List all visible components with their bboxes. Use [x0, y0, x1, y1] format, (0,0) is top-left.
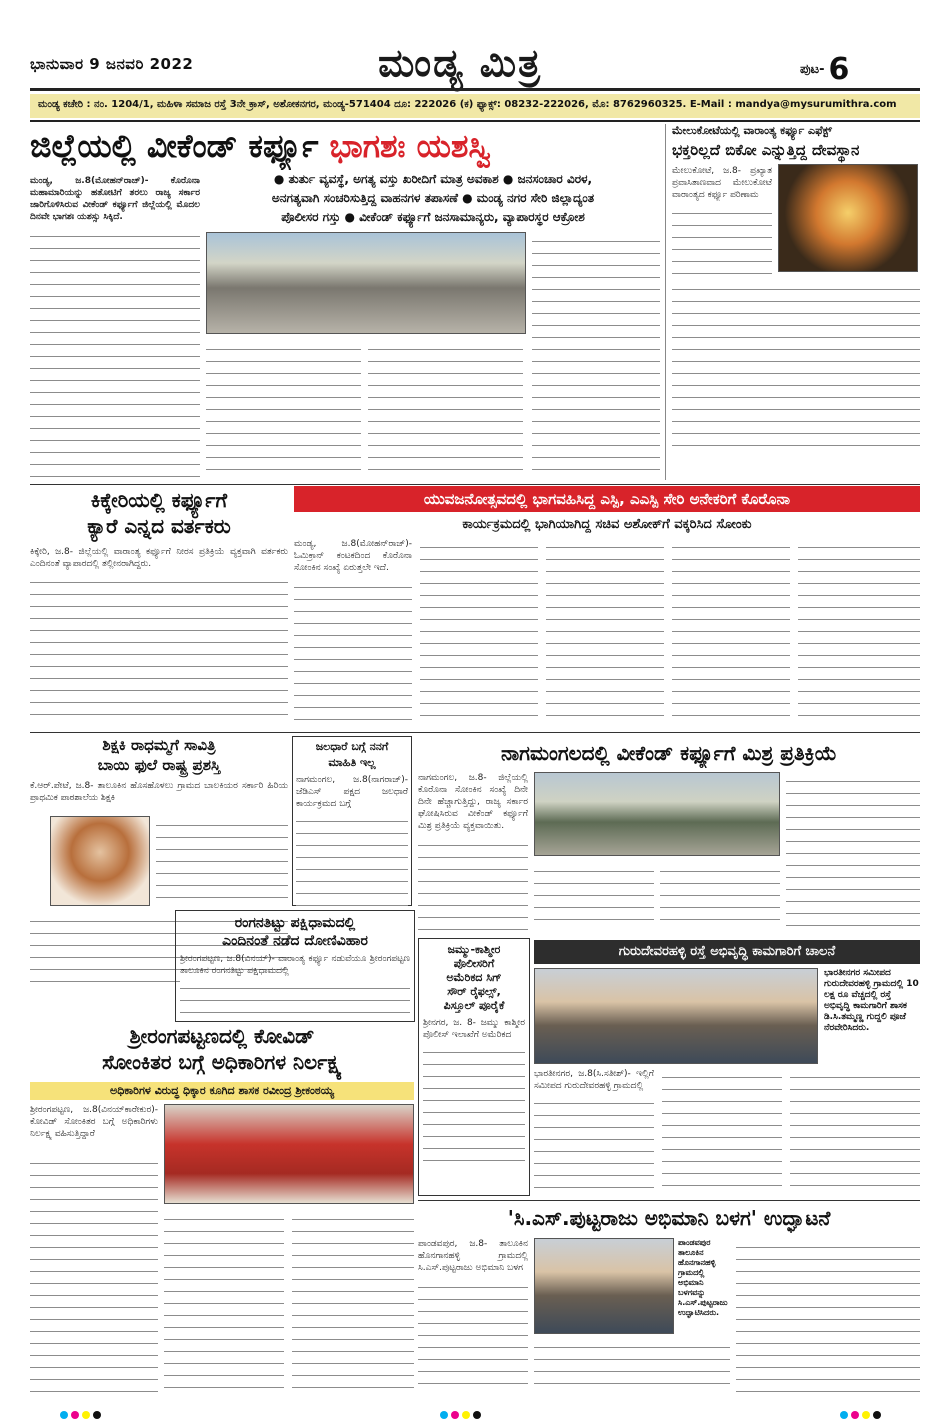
nagamangala-col-3	[660, 862, 780, 930]
black-dot	[93, 1411, 101, 1419]
yuvajana-dateline: ಮಂಡ್ಯ, ಜ.8(ಮೋಹನ್‌ರಾಜ್)- ಓಮಿಕ್ರಾನ್ ಕಂಟಕದಿಂದ ಕೊರೊನಾ ಸೋಂಕಿನ ಸಂಖ್ಯೆ ಏರುತ್ತಲೇ ಇದೆ.	[294, 539, 412, 573]
melukote-headline: ಭಕ್ತರಿಲ್ಲದೆ ಬಿಕೋ ಎನ್ನುತ್ತಿದ್ದ ದೇವಸ್ಥಾನ	[672, 141, 860, 159]
yuvajana-subhead: ಕಾರ್ಯಕ್ರಮದಲ್ಲಿ ಭಾಗಿಯಾಗಿದ್ದ ಸಚಿವ ಅಶೋಕ್‌ಗೆ ವಕ್ಕರಿಸಿದ ಸೋಂಕು	[462, 517, 752, 532]
police-checkpoint-photo	[534, 772, 780, 856]
jammu-story	[418, 938, 530, 1196]
magenta-dot	[451, 1411, 459, 1419]
header-rule-bottom	[30, 120, 920, 122]
jammu-body	[423, 1043, 525, 1167]
yuvajana-col-5	[798, 538, 920, 726]
jaladhare-story	[292, 736, 412, 906]
srirangapatna-col-1	[30, 1154, 158, 1392]
nagamangala-body	[418, 772, 920, 932]
jammu-headline-4: ಸೌರ್ ರೈಫಲ್ಸ್,	[447, 985, 501, 998]
yuvajana-col-1	[294, 578, 412, 726]
savitri-headline-1: ಶಿಕ್ಷಕಿ ರಾಧಮ್ಮಗೆ ಸಾವಿತ್ರಿ	[102, 736, 216, 754]
page-label: ಪುಟ-	[800, 62, 825, 77]
ranganathittu-story	[175, 910, 415, 1022]
road-work-photo	[534, 968, 818, 1064]
puttaraju-headline: 'ಸಿ.ಎಸ್.ಪುಟ್ಟರಾಜು ಅಭಿಮಾನಿ ಬಳಗ' ಉದ್ಘಾಟನೆ	[418, 1200, 920, 1234]
puttaraju-caption: ಪಾಂಡವಪುರ ತಾಲೂಕಿನ ಹೊನಗಾನಹಳ್ಳಿ ಗ್ರಾಮದಲ್ಲಿ ಅಭಿಮಾನಿ ಬಳಗವನ್ನು ಸಿ.ಎಸ್.ಪುಟ್ಟರಾಜು ಉದ್ಘಾಟಿಸಿದರು.	[678, 1238, 728, 1317]
gurudevara-col-3	[790, 1068, 920, 1194]
puttaraju-col-2	[534, 1338, 730, 1392]
lead-subhead-1: ● ತುರ್ತು ವ್ಯವಸ್ಥೆ, ಅಗತ್ಯ ವಸ್ತು ಖರೀದಿಗೆ ಮಾತ್ರ ಅವಕಾಶ ● ಜನಸಂಚಾರ ವಿರಳ,	[273, 172, 593, 186]
yuvajana-banner: ಯುವಜನೋತ್ಸವದಲ್ಲಿ ಭಾಗವಹಿಸಿದ್ದ ಎಸ್ಪಿ, ಎಎಸ್ಪಿ ಸೇರಿ ಅನೇಕರಿಗೆ ಕೊರೊನಾ	[294, 486, 920, 512]
gurudevara-headline: ಗುರುದೇವರಹಳ್ಳಿ ರಸ್ತೆ ಅಭಿವೃದ್ಧಿ ಕಾಮಗಾರಿಗೆ ಚಾಲನೆ	[534, 940, 920, 964]
nagamangala-col-2	[534, 862, 654, 930]
yuvajana-col-4	[672, 538, 790, 726]
lead-body-text	[30, 227, 200, 477]
puttaraju-col-1	[418, 1278, 528, 1392]
kikkeri-dateline: ಕಿಕ್ಕೇರಿ, ಜ.8- ಜಿಲ್ಲೆಯಲ್ಲಿ ವಾರಾಂತ್ಯ ಕರ್ಫ್ಯೂಗೆ ನೀರಸ ಪ್ರತಿಕ್ರಿಯೆ ವ್ಯಕ್ತವಾಗಿ ವರ್ತಕರು ಎಂದಿನಂತೆ ವ್ಯಾಪಾರದಲ್ಲಿ ತಲ್ಲೀನರಾಗಿದ್ದರು.	[30, 547, 288, 569]
gurudevara-dateline: ಭಾರತೀನಗರ, ಜ.8(ಸಿ.ಸತೀಶ್)- ಇಲ್ಲಿಗೆ ಸಮೀಪದ ಗುರುದೇವರಹಳ್ಳಿ ಗ್ರಾಮದಲ್ಲಿ	[534, 1069, 654, 1091]
nagamangala-col-1	[418, 836, 528, 930]
inauguration-photo	[534, 1238, 674, 1334]
ranganathittu-headline-2: ಎಂದಿನಂತೆ ನಡೆದ ದೋಣಿವಿಹಾರ	[222, 933, 368, 949]
header-rule	[30, 88, 920, 91]
melukote-body-1	[672, 204, 772, 274]
jaladhare-body	[296, 812, 408, 908]
kikkeri-story	[30, 488, 288, 728]
lead-headline-part-a: ಜಿಲ್ಲೆಯಲ್ಲಿ ವೀಕೆಂಡ್ ಕರ್ಫ್ಯೂ	[30, 127, 319, 165]
nagamangala-dateline: ನಾಗಮಂಗಲ, ಜ.8- ಜಿಲ್ಲೆಯಲ್ಲಿ ಕೊರೊನಾ ಸೋಂಕಿನ ಸಂಖ್ಯೆ ದಿನೇ ದಿನೇ ಹೆಚ್ಚಾಗುತ್ತಿದ್ದು, ರಾಜ್ಯ ಸರ್ಕಾರ ಘೋಷಿಸಿರುವ ವೀಕೆಂಡ್ ಕರ್ಫ್ಯೂಗೆ ಮಿಶ್ರ ಪ್ರತಿಕ್ರಿಯೆ ವ್ಯಕ್ತವಾಯಿತು.	[418, 773, 528, 831]
registration-marks-center	[440, 1404, 484, 1423]
lead-body-col-4	[532, 232, 660, 480]
jammu-headline-2: ಪೊಲೀಸರಿಗೆ	[453, 957, 495, 970]
kikkeri-headline-2: ಕ್ಯಾರೆ ಎನ್ನದ ವರ್ತಕರು	[87, 514, 231, 538]
lead-dateline: ಮಂಡ್ಯ, ಜ.8(ಮೋಹನ್‌ರಾಜ್)- ಕೊರೊನಾ ಮಹಾಮಾರಿಯನ್ನು ಹತೋಟಿಗೆ ತರಲು ರಾಜ್ಯ ಸರ್ಕಾರ ಜಾರಿಗೊಳಿಸಿರುವ ವೀಕೆಂಡ್ ಕರ್ಫ್ಯೂಗೆ ಜಿಲ್ಲೆಯಲ್ಲಿ ಮೊದಲ ದಿನವೇ ಭಾಗಶಃ ಯಶಸ್ಸು ಸಿಕ್ಕಿದೆ.	[30, 176, 200, 222]
lead-headline-part-b: ಭಾಗಶಃ ಯಶಸ್ವಿ	[329, 127, 492, 165]
jaladhare-headline-1: ಜಲಧಾರೆ ಬಗ್ಗೆ ನನಗೆ	[315, 740, 389, 753]
lead-subheads	[206, 172, 660, 228]
melukote-body-2	[672, 280, 920, 450]
registration-marks-left	[60, 1404, 104, 1423]
lead-subhead-3: ಪೊಲೀಸರ ಗಸ್ತು ● ವೀಕೆಂಡ್ ಕರ್ಫ್ಯೂಗೆ ಜನಸಾಮಾನ್ಯರು, ವ್ಯಾಪಾರಸ್ಥರ ಆಕ್ರೋಶ	[281, 210, 585, 224]
srirangapatna-body	[30, 1104, 414, 1394]
jaladhare-headline-2: ಮಾಹಿತಿ ಇಲ್ಲ	[328, 756, 376, 769]
address-bar: ಮಂಡ್ಯ ಕಚೇರಿ : ನಂ. 1204/1, ಮಹಿಳಾ ಸಮಾಜ ರಸ್ತೆ 3ನೇ ಕ್ರಾಸ್, ಅಶೋಕನಗರ, ಮಂಡ್ಯ-571404 ದೂ: 222026 (ಕ) ಫ್ಯಾಕ್ಸ್: 08232-222026, ಮೊ: 8762960325. E-Mail : mandya@mysurumithra.com	[30, 94, 920, 118]
lead-headline	[30, 124, 660, 170]
temple-photo	[778, 164, 918, 272]
gurudevara-body	[534, 1068, 920, 1196]
srirangapatna-dateline: ಶ್ರೀರಂಗಪಟ್ಟಣ, ಜ.8(ವಿನಯ್‌ಕಾರೇಕುರ)- ಕೋವಿಡ್ ಸೋಂಕಿತರ ಬಗ್ಗೆ ಅಧಿಕಾರಿಗಳು ನಿರ್ಲಕ್ಷ್ಯ ವಹಿಸುತ್ತಿದ್ದಾರೆ	[30, 1105, 158, 1139]
ranganathittu-body	[180, 979, 410, 1019]
masthead-logo: ಮಂಡ್ಯ ಮಿತ್ರ	[378, 40, 542, 85]
meeting-hall-photo	[164, 1104, 414, 1204]
gurudevara-caption: ಭಾರತೀನಗರ ಸಮೀಪದ ಗುರುದೇವರಹಳ್ಳಿ ಗ್ರಾಮದಲ್ಲಿ 10 ಲಕ್ಷ ರೂ ವೆಚ್ಚದಲ್ಲಿ ರಸ್ತೆ ಅಭಿವೃದ್ಧಿ ಕಾಮಗಾರಿಗೆ ಶಾಸಕ ಡಿ.ಸಿ.ತಮ್ಮಣ್ಣ ಗುದ್ದಲಿ ಪೂಜೆ ನೆರವೇರಿಸಿದರು.	[824, 968, 919, 1033]
jammu-headline-1: ಜಮ್ಮು-ಕಾಶ್ಮೀರ	[447, 943, 501, 956]
nagamangala-col-4	[786, 772, 920, 930]
cyan-dot	[840, 1411, 848, 1419]
srirangapatna-col-2	[164, 1210, 284, 1392]
kikkeri-headline-1: ಕಿಕ್ಕೇರಿಯಲ್ಲಿ ಕರ್ಫ್ಯೂಗೆ	[90, 488, 228, 512]
page-number-value: 6	[828, 52, 850, 87]
lead-street-photo	[206, 232, 526, 334]
puttaraju-col-3	[736, 1238, 920, 1392]
yuvajana-col-3	[546, 538, 664, 726]
yuvajana-body	[294, 538, 920, 728]
jammu-headline-5: ಪಿಸ್ತೂಲ್ ಪೂರೈಕೆ	[443, 999, 505, 1012]
yuvajana-col-2	[420, 538, 538, 726]
lead-column-1	[30, 175, 200, 485]
cyan-dot	[440, 1411, 448, 1419]
ranganathittu-headline-1: ರಂಗನತಿಟ್ಟು ಪಕ್ಷಿಧಾಮದಲ್ಲಿ	[234, 915, 356, 931]
yellow-dot	[82, 1411, 90, 1419]
srirangapatna-headline-1: ಶ್ರೀರಂಗಪಟ್ಟಣದಲ್ಲಿ ಕೋವಿಡ್	[129, 1024, 315, 1048]
teacher-portrait-photo	[50, 816, 150, 906]
issue-date: ಭಾನುವಾರ 9 ಜನವರಿ 2022	[30, 55, 194, 73]
savitri-headline-2: ಬಾಯಿ ಫುಲೆ ರಾಷ್ಟ್ರ ಪ್ರಶಸ್ತಿ	[97, 756, 221, 774]
yellow-dot	[862, 1411, 870, 1419]
lead-body-col-3	[368, 340, 523, 480]
jammu-headline-3: ಅಮೆರಿಕದ ಸಿಗ್	[446, 971, 502, 984]
kikkeri-body	[30, 573, 288, 723]
lead-subhead-2: ಅನಗತ್ಯವಾಗಿ ಸಂಚರಿಸುತ್ತಿದ್ದ ವಾಹನಗಳ ತಪಾಸಣೆ ● ಮಂಡ್ಯ ನಗರ ಸೇರಿ ಜಿಲ್ಲಾದ್ಯಂತ	[271, 191, 595, 205]
srirangapatna-headlines	[30, 1024, 414, 1080]
black-dot	[873, 1411, 881, 1419]
section-divider	[30, 484, 920, 485]
melukote-dateline: ಮೇಲುಕೋಟೆ, ಜ.8- ಪ್ರಖ್ಯಾತ ಪ್ರವಾಸಿತಾಣವಾದ ಮೇಲುಕೋಟೆ ವಾರಾಂತ್ಯದ ಕರ್ಫ್ಯೂ ಪರಿಣಾಮ	[672, 166, 772, 200]
nagamangala-headline: ನಾಗಮಂಗಲದಲ್ಲಿ ವೀಕೆಂಡ್ ಕರ್ಫ್ಯೂಗೆ ಮಿಶ್ರ ಪ್ರತಿಕ್ರಿಯೆ	[500, 741, 837, 765]
puttaraju-body	[418, 1238, 920, 1394]
section-divider-2	[30, 732, 920, 733]
black-dot	[473, 1411, 481, 1419]
srirangapatna-col-3	[292, 1210, 414, 1392]
jaladhare-dateline: ನಾಗಮಂಗಲ, ಜ.8(ನಾಗರಾಜ್)- ಜೆಡಿಎಸ್ ಪಕ್ಷದ ಜಲಧಾರೆ ಕಾರ್ಯಕ್ರಮದ ಬಗ್ಗೆ	[296, 775, 408, 809]
magenta-dot	[851, 1411, 859, 1419]
registration-marks-right	[840, 1404, 884, 1423]
savitri-dateline: ಕೆ.ಆರ್.ಪೇಟೆ, ಜ.8- ತಾಲೂಕಿನ ಹೊಸಹೊಳಲು ಗ್ರಾಮದ ಬಾಲಕಿಯರ ಸರ್ಕಾರಿ ಹಿರಿಯ ಪ್ರಾಥಮಿಕ ಪಾಠಶಾಲೆಯ ಶಿಕ್ಷಕಿ	[30, 781, 288, 803]
cyan-dot	[60, 1411, 68, 1419]
srirangapatna-banner: ಅಧಿಕಾರಿಗಳ ವಿರುದ್ಧ ಧಿಕ್ಕಾರ ಕೂಗಿದ ಶಾಸಕ ರವೀಂದ್ರ ಶ್ರೀಕಂಠಯ್ಯ	[30, 1082, 414, 1100]
gurudevara-col-2	[662, 1068, 782, 1194]
srirangapatna-headline-2: ಸೋಂಕಿತರ ಬಗ್ಗೆ ಅಧಿಕಾರಿಗಳ ನಿರ್ಲಕ್ಷ್ಯ	[102, 1050, 342, 1074]
lead-body-col-2	[206, 340, 361, 480]
jammu-dateline: ಶ್ರೀನಗರ, ಜ. 8- ಜಮ್ಮು ಕಾಶ್ಮೀರ ಪೊಲೀಸ್ ಇಲಾಖೆಗೆ ಅಮೆರಿಕದ	[423, 1018, 525, 1040]
ranganathittu-dateline: ಶ್ರೀರಂಗಪಟ್ಟಣ, ಜ.8(ವಿನಯ್)- ವಾರಾಂತ್ಯ ಕರ್ಫ್ಯೂ ನಡುವೆಯೂ ಶ್ರೀರಂಗಪಟ್ಟಣ ತಾಲೂಕಿನ ರಂಗನತಿಟ್ಟು ಪಕ್ಷಿಧಾಮದಲ್ಲಿ	[180, 954, 410, 976]
page-number	[800, 52, 849, 87]
melukote-kicker: ಮೇಲುಕೋಟೆಯಲ್ಲಿ ವಾರಾಂತ್ಯ ಕರ್ಫ್ಯೂ ಎಫೆಕ್ಟ್	[672, 124, 832, 137]
gurudevara-col-1	[534, 1094, 654, 1194]
puttaraju-dateline: ಪಾಂಡವಪುರ, ಜ.8- ತಾಲೂಕಿನ ಹೊನಗಾನಹಳ್ಳಿ ಗ್ರಾಮದಲ್ಲಿ ಸಿ.ಎಸ್.ಪುಟ್ಟರಾಜು ಅಭಿಮಾನಿ ಬಳಗ	[418, 1239, 528, 1273]
melukote-story	[665, 124, 920, 480]
magenta-dot	[71, 1411, 79, 1419]
yellow-dot	[462, 1411, 470, 1419]
savitri-body-1	[156, 816, 288, 906]
